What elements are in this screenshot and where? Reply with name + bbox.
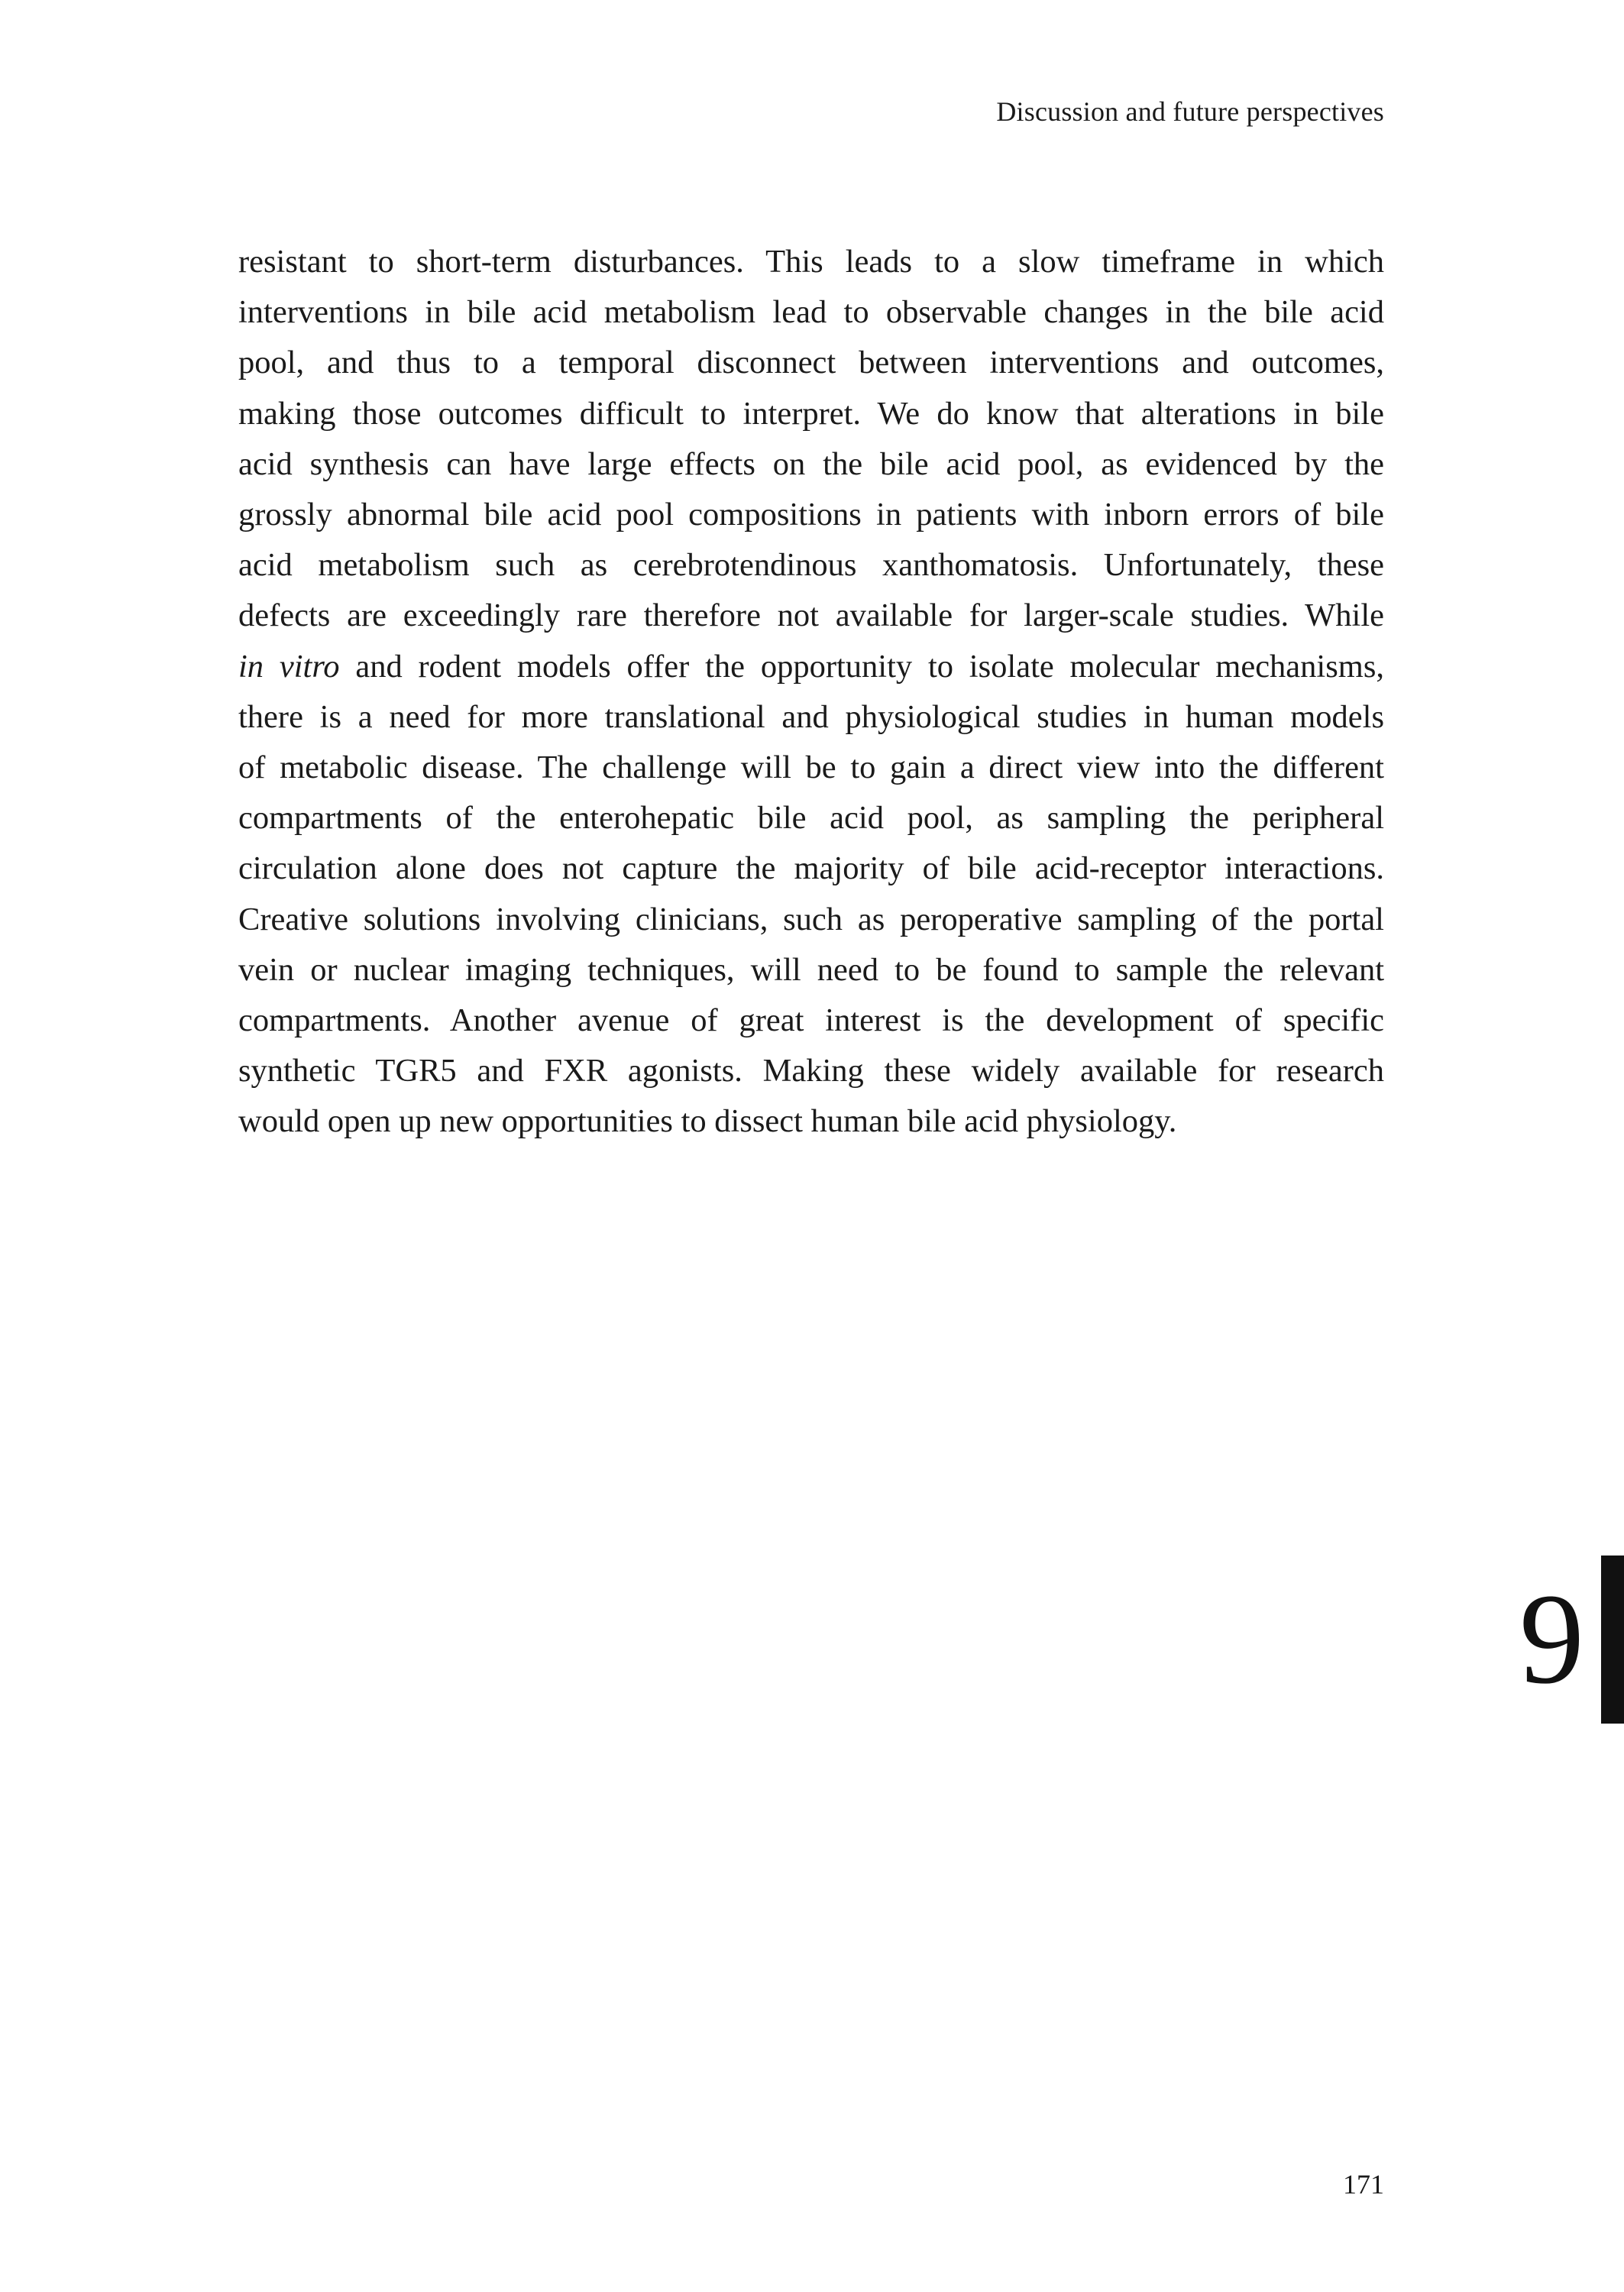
body-paragraph xyxy=(238,237,1384,1148)
italic-term: in vitro xyxy=(238,648,340,685)
page-number: 171 xyxy=(1343,2169,1384,2200)
text-line: resistant to short-term disturbances. This leads to a slow timeframe in which xyxy=(238,244,1384,280)
text-line: synthetic TGR5 and FXR agonists. Making these widely available for research xyxy=(238,1053,1384,1089)
chapter-thumb-tab xyxy=(1601,1556,1624,1724)
text-line: would open up new opportunities to dissect human bile acid physiology. xyxy=(238,1103,1177,1140)
text-line: Creative solutions involving clinicians, such as peroperative sampling of the portal xyxy=(238,901,1384,937)
chapter-number: 9 xyxy=(1519,1567,1584,1711)
text-line: there is a need for more translational and physiological studies in human models xyxy=(238,698,1384,735)
text-line xyxy=(238,642,1384,692)
text-line: pool, and thus to a temporal disconnect between interventions and outcomes, xyxy=(238,345,1384,381)
running-header: Discussion and future perspectives xyxy=(996,96,1384,127)
text-line: circulation alone does not capture the majority of bile acid-receptor interactions. xyxy=(238,850,1384,887)
text-line: grossly abnormal bile acid pool compositions in patients with inborn errors of bile xyxy=(238,497,1384,533)
text-line-rest: and rodent models offer the opportunity to isolate molecular mechanisms, xyxy=(339,648,1384,685)
text-line: defects are exceedingly rare therefore not available for larger-scale studies. While xyxy=(238,597,1384,634)
text-line: making those outcomes difficult to interpret. We do know that alterations in bile xyxy=(238,395,1384,432)
text-line: vein or nuclear imaging techniques, will need to be found to sample the relevant xyxy=(238,951,1384,988)
text-line: acid metabolism such as cerebrotendinous xanthomatosis. Unfortunately, these xyxy=(238,547,1384,584)
text-line: interventions in bile acid metabolism lead to observable changes in the bile acid xyxy=(238,294,1384,331)
text-line: compartments of the enterohepatic bile acid pool, as sampling the peripheral xyxy=(238,800,1384,837)
text-line: acid synthesis can have large effects on the bile acid pool, as evidenced by the xyxy=(238,445,1384,482)
text-line: compartments. Another avenue of great interest is the development of specific xyxy=(238,1002,1384,1039)
text-line: of metabolic disease. The challenge will be to gain a direct view into the different xyxy=(238,749,1384,786)
